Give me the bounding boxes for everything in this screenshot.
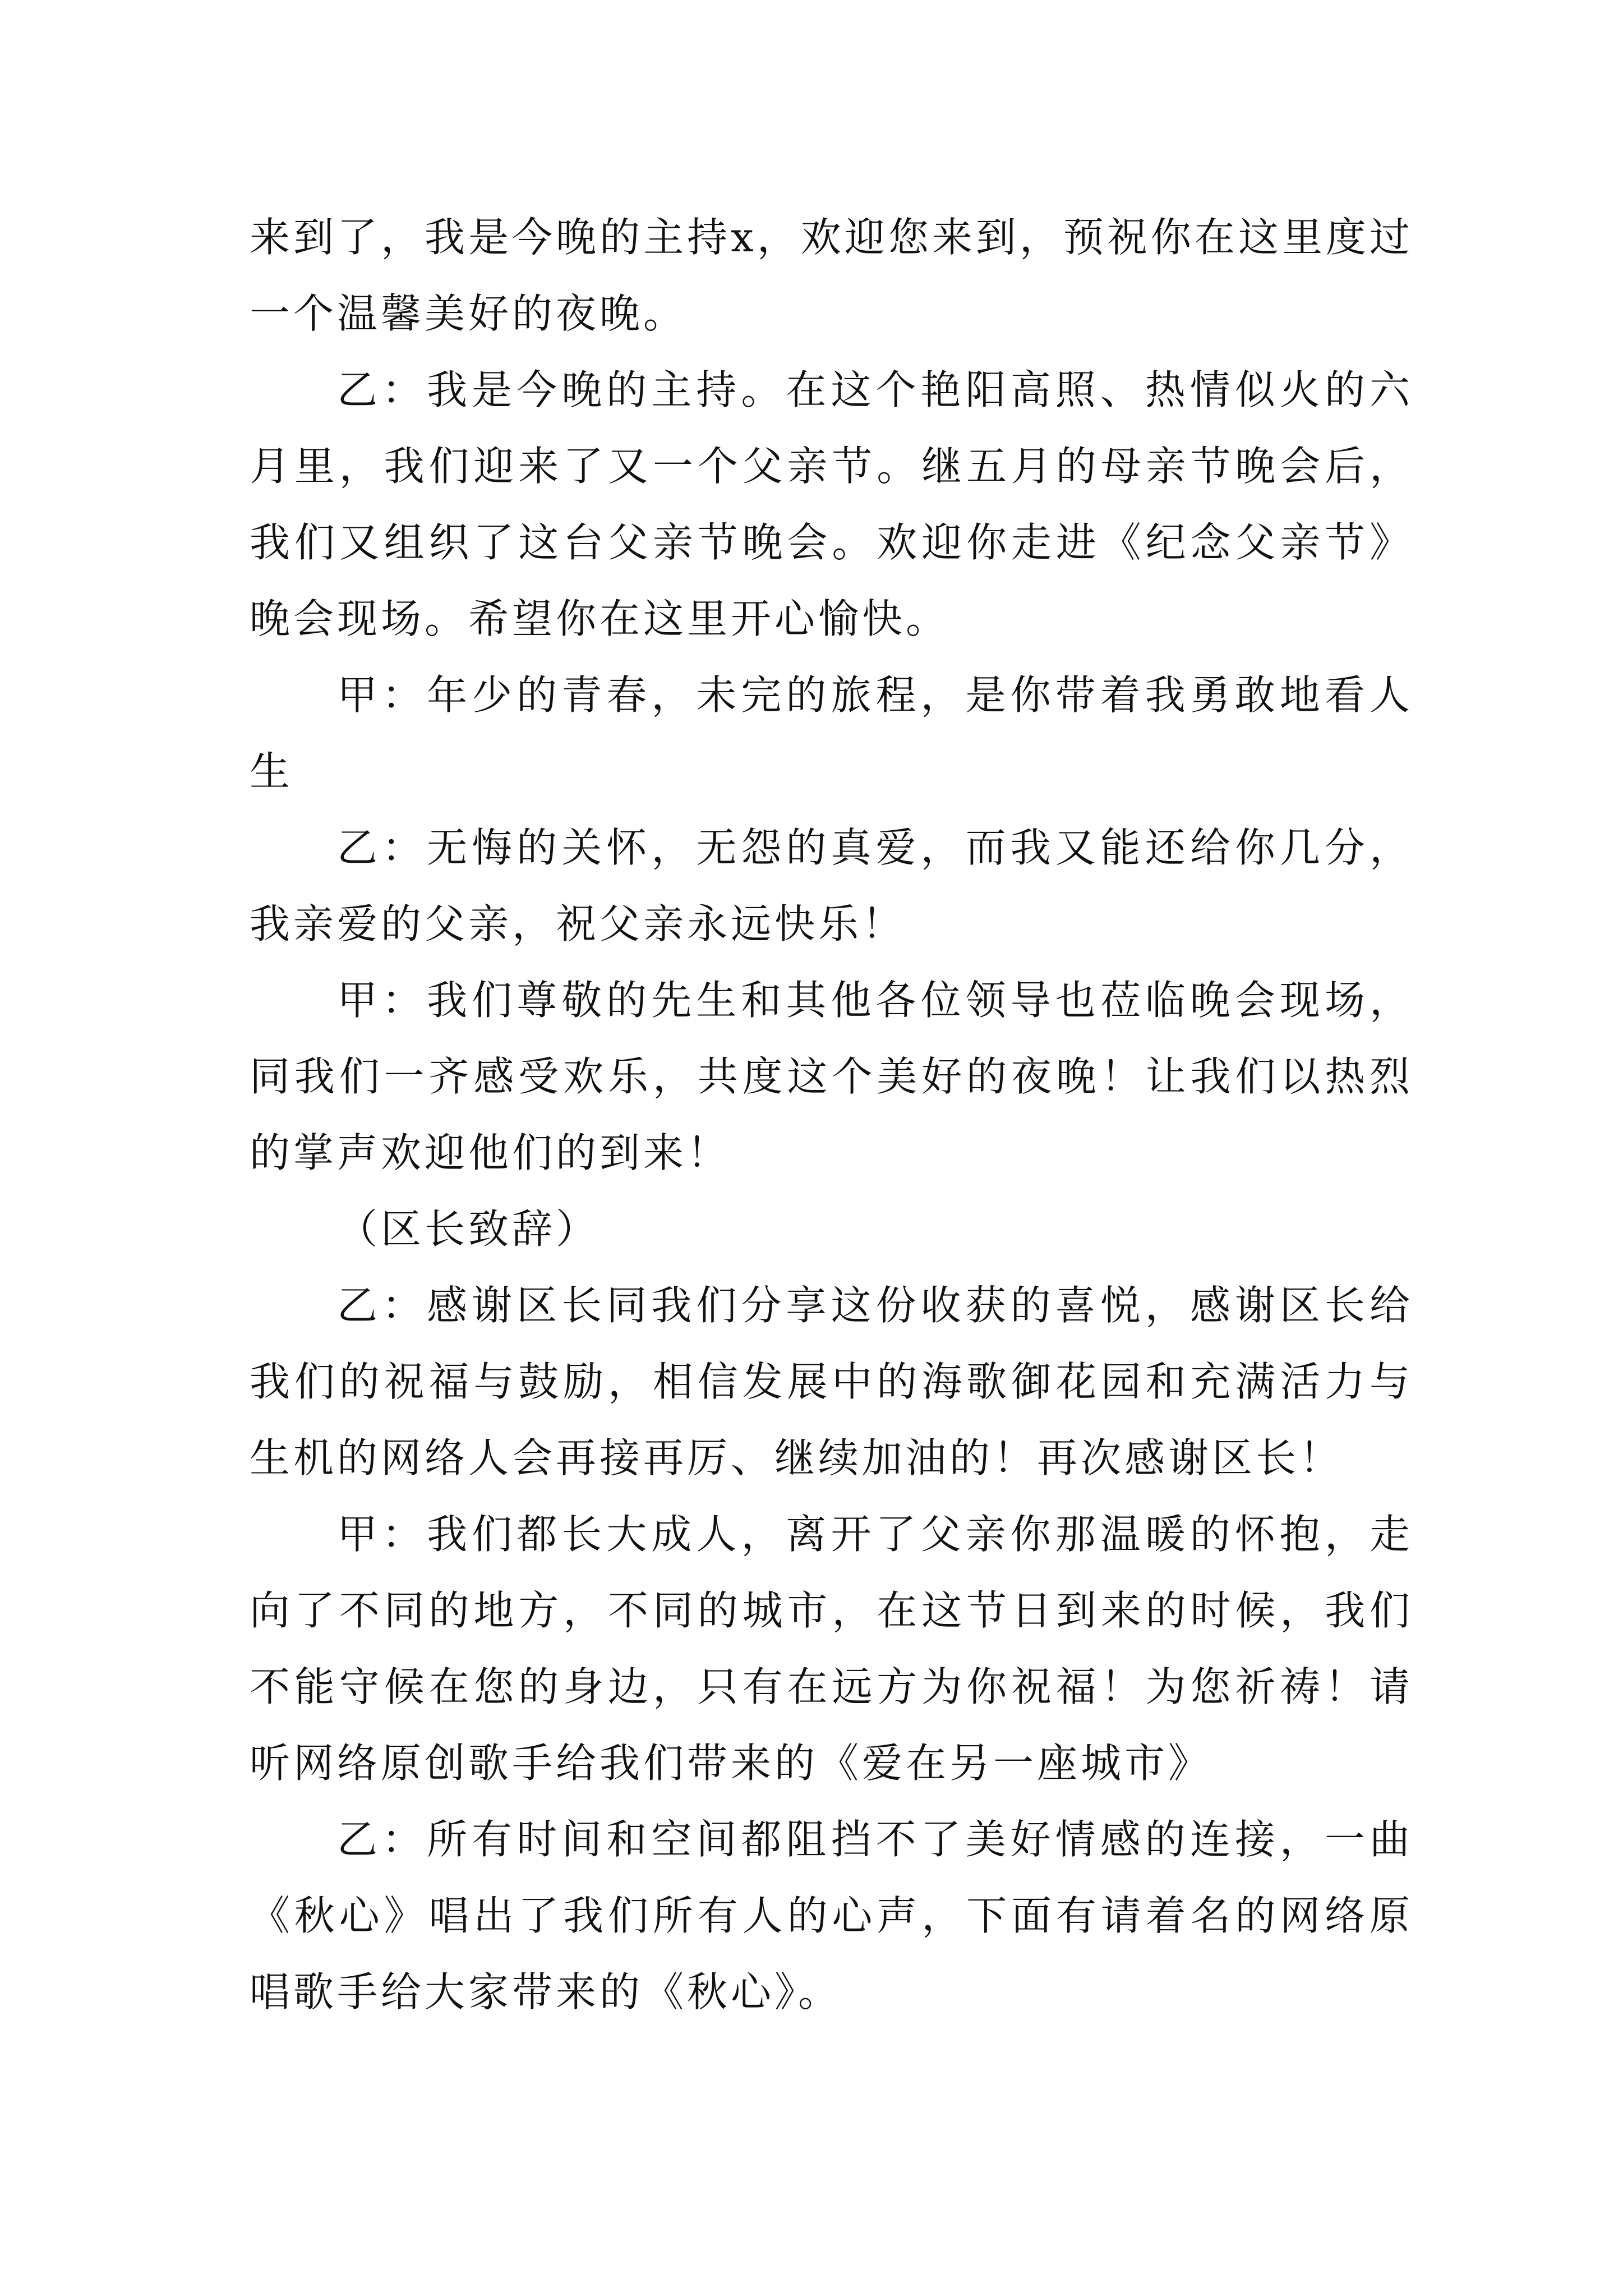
document-body <box>250 199 1413 2030</box>
paragraph-continuation: 来到了，我是今晚的主持x，欢迎您来到，预祝你在这里度过一个温馨美好的夜晚。 <box>250 214 1413 337</box>
paragraph-host-yi-opening: 乙：我是今晚的主持。在这个艳阳高照、热情似火的六月里，我们迎来了又一个父亲节。继五月的母亲节晚会后，我们又组织了这台父亲节晚会。欢迎你走进《纪念父亲节》晚会现场。希望你在这里开心愉快。 <box>250 366 1413 642</box>
paragraph-host-jia-youth: 甲：年少的青春，未完的旅程，是你带着我勇敢地看人生 <box>250 671 1413 795</box>
paragraph-host-yi-song-intro: 乙：所有时间和空间都阻挡不了美好情感的连接，一曲《秋心》唱出了我们所有人的心声，下面有请着名的网络原唱歌手给大家带来的《秋心》。 <box>250 1816 1413 2016</box>
paragraph-host-jia-song-intro: 甲：我们都长大成人，离开了父亲你那温暖的怀抱，走向了不同的地方，不同的城市，在这节日到来的时候，我们不能守候在您的身边，只有在远方为你祝福！为您祈祷！请听网络原创歌手给我们带来的《爱在另一座城市》 <box>250 1511 1413 1787</box>
paragraph-host-jia-welcome-leaders: 甲：我们尊敬的先生和其他各位领导也莅临晚会现场，同我们一齐感受欢乐，共度这个美好的夜晚！让我们以热烈的掌声欢迎他们的到来！ <box>250 977 1413 1176</box>
paragraph-host-yi-thanks: 乙：感谢区长同我们分享这份收获的喜悦，感谢区长给我们的祝福与鼓励，相信发展中的海歌御花园和充满活力与生机的网络人会再接再厉、继续加油的！再次感谢区长！ <box>250 1282 1413 1481</box>
paragraph-stage-direction: （区长致辞） <box>337 1205 600 1253</box>
paragraph-host-yi-care: 乙：无悔的关怀，无怨的真爱，而我又能还给你几分，我亲爱的父亲，祝父亲永远快乐！ <box>250 824 1413 947</box>
